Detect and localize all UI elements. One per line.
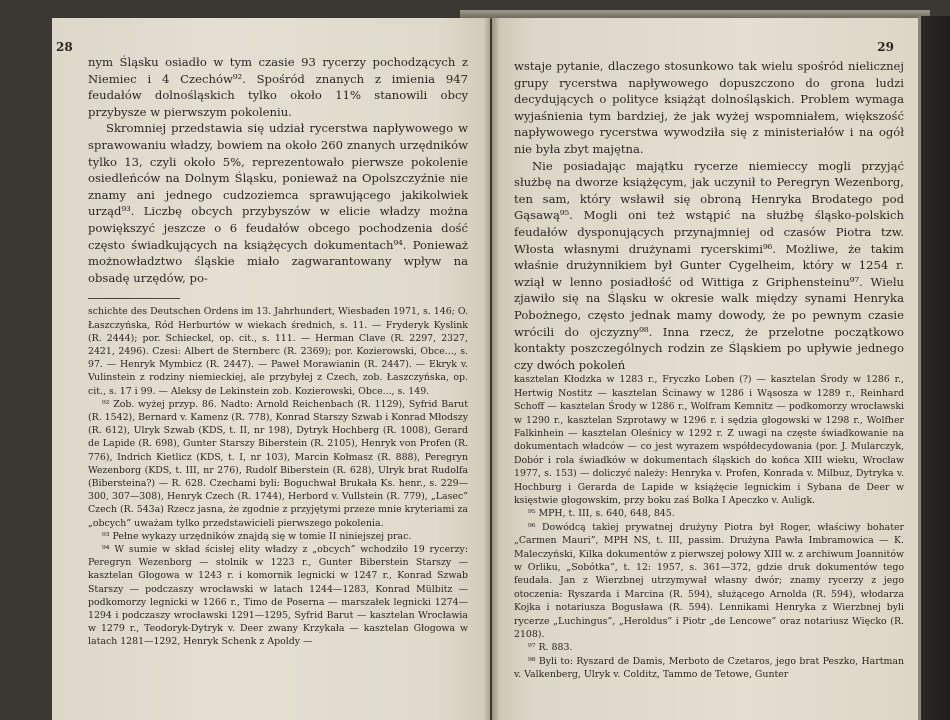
left-paragraph: Skromniej przedstawia się udział rycerstwa napływowego w sprawowaniu władzy, bowiem na około 260 znanych urzędników tylko 13, czyli około 5%, reprezentowało pierwsze pokolenie osiedleńców na Dolnym Śląsku, ponieważ na Opolszczyźnie nie znamy ani jednego cudzoziemca sprawującego jakikolwiek urząd⁹³. Liczbę obcych przybyszów w elicie władzy można powiększyć jeszcze o 6 feudałów obcego pochodzenia dość często świadkujących na książęcych dokumentach⁹⁴. Ponieważ możnowładztwo śląskie miało zagwarantowany wpływ na obsadę urzędów, po- (88, 121, 468, 285)
right-paragraph: wstaje pytanie, dlaczego stosunkowo tak wielu spośród nielicznej grupy rycerstwa napływowego dopuszczono do grona ludzi decydujących o polityce książąt dolnośląskich. Problem wymaga wyjaśnienia tym bardziej, że jak wyżej wspomniałem, większość napływowego rycerstwa wywodziła się z ministeriałów i na ogół nie była zbyt majętna. (514, 59, 904, 156)
footnote: ⁹⁴ W sumie w skład ścisłej elity władzy z „obcych” wchodziło 19 rycerzy: Peregryn Wezenborg — stolnik w 1223 r., Gunter Biberstein Starszy — kasztelan Głogowa w 1243 r. i komornik legnicki w 1247 r., Konrad Szwab Starszy — podczaszy wrocławski w latach 1244—1283, Konrad Mülbitz — podkomorzy legnicki w 1266 r., Timo de Poserna — marszałek legnicki 1274—1294 i podczaszy wrocławski 1291—1295, Syfrid Barut — kasztelan Wrocławia w 1279 r., Teodoryk-Dytryk v. Deer zwany Krzykała — kasztelan Głogowa w latach 1281—1292, Henryk Schenk z Apoldy — (88, 543, 468, 648)
right-body-text (514, 58, 904, 373)
footnote: ⁹⁸ Byli to: Ryszard de Damis, Merboto de Czetaros, jego brat Peszko, Hartman v. Valkenberg, Ulryk v. Colditz, Tammo de Tetowe, Gunter (514, 655, 904, 681)
footnote: kasztelan Kłodzka w 1283 r., Fryczko Loben (?) — kasztelan Środy w 1286 r., Hertwig Nostitz — kasztelan Ścinawy w 1286 i Wąsosza w 1289 r., Reinhard Schoff — kasztelan Środy w 1286 r., Wolfram Kemnitz — podkomorzy wrocławski w 1290 r., kasztelan Szprotawy w 1296 r. i sędzia głogowski w 1298 r., Wolfher Falkinhein — kasztelan Oleśnicy w 1292 r. Z uwagi na częste świadkowanie na dokumentach władców — co jest wyrazem współdecydowania (por. J. Mularczyk, Dobór i rola świadków w dokumentach śląskich do końca XIII wieku, Wrocław 1977, s. 153) — doliczyć należy: Henryka v. Profen, Konrada v. Milbuz, Dytryka v. Hochburg i Gerarda de Lapide w książęcie legnickim i Sybana de Deer w księstwie głogowskim, przy boku zaś Bolka I Apeczko v. Auligk. (514, 374, 904, 506)
left-body-text (88, 54, 468, 286)
footnote: ⁹² Zob. wyżej przyp. 86. Nadto: Arnold Reichenbach (R. 1129), Syfrid Barut (R. 1542), Bernard v. Kamenz (R. 778), Konrad Starszy Szwab i Konrad Młodszy (R. 612), Ulryk Szwab (KDS, t. II, nr 198), Dytryk Hochberg (R. 1008), Gerard de Lapide (R. 698), Gunter Starszy Biberstein (R. 2105), Henryk von Profen (R. 776), Indrich Kietlicz (KDS, t. I, nr 103), Marcin Kołmasz (R. 888), Peregryn Wezenborg (KDS, t. III, nr 276), Rudolf Biberstein (R. 628), Ulryk brat Rudolfa (Bibersteina?) — R. 628. Czechami byli: Boguchwał Brukała Ks. henr., s. 229—300, 307—308), Henryk Czech (R. 1744), Herbord v. Vullstein (R. 779), „Lasec” Czech (R. 543a) Rzecz jasna, że zgodnie z przyjętymi przeze mnie kryteriami za „obcych” uważam tylko przedstawicieli pierwszego pokolenia. (88, 398, 469, 529)
left-paragraph: nym Śląsku osiadło w tym czasie 93 rycerzy pochodzących z Niemiec i 4 Czechów⁹². Spośród znanych z imienia 947 feudałów dolnośląskich tylko około 11% stanowili obcy przybysze w pierwszym pokoleniu. (88, 55, 468, 119)
right-page (492, 18, 918, 720)
book-cover-edge (918, 16, 950, 720)
right-paragraph: Nie posiadając majątku rycerze niemieccy mogli przyjąć służbę na dworze książęcym, jak uczynił to Peregryn Wezenborg, ten sam, który wsławił się obroną Henryka Brodatego pod Gąsawą⁹⁵. Mogli oni też wstąpić na służbę śląsko-polskich feudałów dysponujących przynajmniej od czasów Piotra tzw. Włosta własnymi drużynami rycerskimi⁹⁶. Możliwe, że takim właśnie drużynnikiem był Gunter Cygelheim, który w 1254 r. wziął w lenno posiadłość od Wittiga z Griphensteinu⁹⁷. Wielu zjawiło się na Śląsku w okresie walk między synami Henryka Pobożnego, często jednak mamy dowody, że po pewnym czasie wrócili do ojczyzny⁹⁸. Inna rzecz, że przelotne początkowo kontakty poszczególnych rodzin ze Śląskiem po upływie jednego czy dwóch pokoleń (514, 158, 904, 372)
footnote: schichte des Deutschen Ordens im 13. Jahrhundert, Wiesbaden 1971, s. 146; O. Łaszczyńska, Ród Herburtów w wiekach średnich, s. 11. — Fryderyk Kyslink (R. 2444); por. Schieckel, op. cit., s. 111. — Herman Clave (R. 2297, 2327, 2421, 2496). Czesi: Albert de Sternberc (R. 2369); por. Kozierowski, Obce..., s. 97. — Henryk Mymbicz (R. 2447). — Paweł Morawianin (R. 2447). — Ekryk v. Vulinstein z rodziny niemieckiej, ale przybyłej z Czech, zob. Łaszczyńska, op. cit., s. 17 i 99. — Aleksy de Lekinstein zob. Kozierowski, Obce..., s. 149. (88, 306, 468, 397)
book-gutter (484, 18, 500, 720)
footnote: ⁹⁵ MPH, t. III, s. 640, 648, 845. (528, 508, 675, 520)
right-page-number: 29 (877, 40, 894, 54)
left-page-number: 28 (56, 40, 73, 54)
left-page (52, 18, 490, 720)
left-footnotes (88, 305, 468, 648)
footnote: ⁹³ Pełne wykazy urzędników znajdą się w tomie II niniejszej prac. (102, 530, 412, 542)
right-footnotes (514, 373, 904, 681)
footnote: ⁹⁶ Dowódcą takiej prywatnej drużyny Piotra był Roger, właściwy bohater „Carmen Mauri”, MPH NS, t. III, passim. Drużyna Pawła Imbramowica — K. Maleczyński, Kilka dokumentów z pierwszej połowy XIII w. z archiwum Joannitów w Orliku, „Sobótka”, t. 12: 1957, s. 361—372, gdzie druk dokumentów tego feudała. Jan z Wierzbnej utrzymywał własny dwór; znamy rycerzy z jego otoczenia: Ryszarda i Marcina (R. 594), służącego Arnolda (R. 594), włodarza Kojka i notariusza Bogusława (R. 594). Lennikami Henryka z Wierzbnej byli rycerze „Luchingus”, „Heroldus” i Piotr „de Lencowe” oraz notariusz Więcko (R. 2108). (514, 521, 904, 640)
footnote-rule (88, 298, 180, 299)
footnote: ⁹⁷ R. 883. (528, 642, 573, 654)
